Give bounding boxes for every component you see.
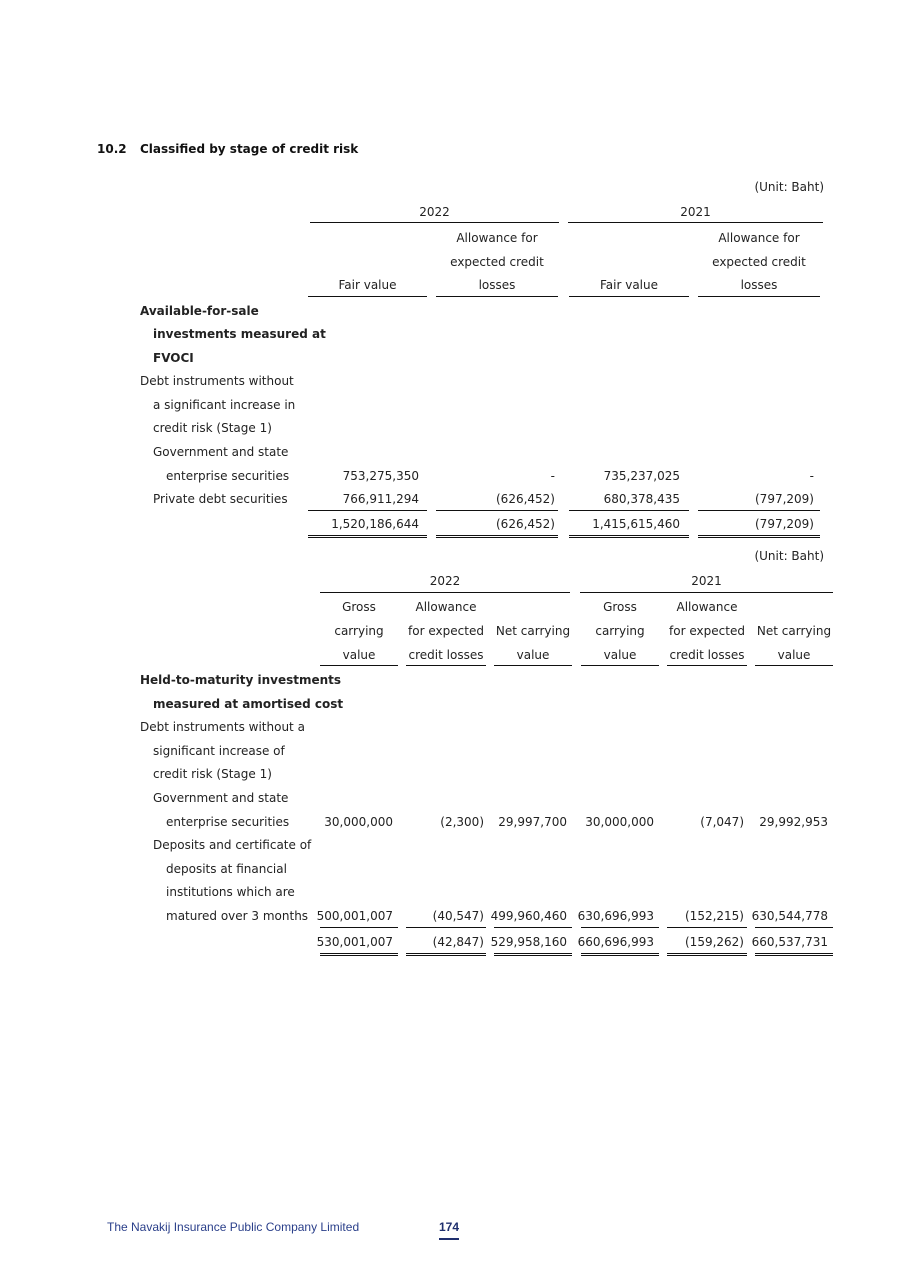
t2-category-l1: Debt instruments without a (140, 720, 305, 734)
t2-gross-header-2021-l1: Gross (603, 600, 637, 614)
t1-fair-value-header-2022: Fair value (338, 278, 397, 292)
t2-header-rule-5 (667, 665, 747, 666)
t1-subtotal-rule-2 (436, 510, 558, 511)
t1-year-2022: 2022 (419, 205, 450, 219)
t1-header-rule-1 (308, 296, 427, 297)
t2-deposits-label-l1: Deposits and certificate of (153, 838, 312, 852)
t1-private-debt-label: Private debt securities (153, 492, 288, 506)
t2-section-title-l2: measured at amortised cost (153, 697, 344, 711)
t1-allowance-header-2021-l3: losses (740, 278, 778, 292)
t1-subtotal-rule-4 (698, 510, 820, 511)
t2-total-rule-b2 (406, 955, 486, 956)
t2-category-l2: significant increase of (153, 744, 285, 758)
t2-gross-header-2022-l2: carrying (334, 624, 384, 638)
t1-header-rule-3 (569, 296, 689, 297)
t1-category-l3: credit risk (Stage 1) (153, 421, 272, 435)
t2-year-2021: 2021 (691, 574, 722, 588)
t2-total-rule-b1 (320, 955, 398, 956)
t2-total-rule-a6 (755, 953, 833, 954)
t2-header-rule-4 (581, 665, 659, 666)
t2-allowance-header-2022-l1: Allowance (415, 600, 477, 614)
t2-total-rule-b4 (581, 955, 659, 956)
t2-gov-net-2022: 29,997,700 (498, 815, 567, 829)
t1-total-fair-value-2021: 1,415,615,460 (592, 517, 680, 531)
t1-gov-allowance-2022: - (550, 469, 555, 483)
t2-net-header-2022-l3: value (516, 648, 550, 662)
t2-deposits-net-2022: 499,960,460 (490, 909, 567, 923)
t1-subtotal-rule-1 (308, 510, 427, 511)
t1-section-title-l2: investments measured at (153, 327, 326, 341)
t2-allowance-header-2021-l3: credit losses (669, 648, 745, 662)
t2-allowance-header-2021-l1: Allowance (676, 600, 738, 614)
t1-total-rule-b4 (698, 537, 820, 538)
t2-total-allowance-2022: (42,847) (432, 935, 484, 949)
t1-subtotal-rule-3 (569, 510, 689, 511)
t2-deposits-label-l3: institutions which are (166, 885, 295, 899)
footer-page-number: 174 (439, 1220, 460, 1234)
t1-total-rule-b1 (308, 537, 427, 538)
footer-company-name: The Navakij Insurance Public Company Limited (107, 1220, 360, 1234)
t2-total-allowance-2021: (159,262) (685, 935, 744, 949)
t2-year-2021-rule (580, 592, 833, 593)
t1-total-allowance-2022: (626,452) (496, 517, 555, 531)
t2-deposits-gross-2022: 500,001,007 (316, 909, 393, 923)
t1-gov-label-l1: Government and state (153, 445, 289, 459)
t1-private-fair-value-2021: 680,378,435 (603, 492, 680, 506)
t1-allowance-header-2021-l1: Allowance for (718, 231, 800, 245)
t1-total-rule-a4 (698, 535, 820, 536)
t1-fair-value-header-2021: Fair value (599, 278, 658, 292)
t2-net-header-2021-l2: Net carrying (756, 624, 832, 638)
t1-header-rule-4 (698, 296, 820, 297)
t2-total-rule-b6 (755, 955, 833, 956)
t2-gov-label-l1: Government and state (153, 791, 289, 805)
t1-total-fair-value-2022: 1,520,186,644 (331, 517, 419, 531)
t2-gov-net-2021: 29,992,953 (759, 815, 828, 829)
t1-total-rule-a1 (308, 535, 427, 536)
unit-label-table1: (Unit: Baht) (754, 180, 824, 194)
section-number: 10.2 (97, 142, 127, 156)
t2-total-gross-2021: 660,696,993 (577, 935, 654, 949)
t1-total-rule-a2 (436, 535, 558, 536)
t2-allowance-header-2022-l2: for expected (408, 624, 484, 638)
t2-total-rule-a1 (320, 953, 398, 954)
t2-deposits-label-l2: deposits at financial (166, 862, 287, 876)
t2-net-header-2022-l2: Net carrying (495, 624, 571, 638)
t1-section-title-l3: FVOCI (153, 351, 194, 365)
t2-total-rule-a5 (667, 953, 747, 954)
t2-total-rule-a3 (494, 953, 572, 954)
t2-header-rule-1 (320, 665, 398, 666)
footer-page-underline (439, 1238, 459, 1240)
t2-allowance-header-2021-l2: for expected (669, 624, 745, 638)
t2-header-rule-6 (755, 665, 833, 666)
t2-subtotal-rule-1 (320, 927, 398, 928)
t2-category-l3: credit risk (Stage 1) (153, 767, 272, 781)
t2-gross-header-2022-l1: Gross (342, 600, 376, 614)
t1-allowance-header-2022-l3: losses (478, 278, 516, 292)
t1-gov-allowance-2021: - (809, 469, 814, 483)
t1-gov-label-l2: enterprise securities (166, 469, 290, 483)
t1-private-allowance-2022: (626,452) (496, 492, 555, 506)
t1-year-2021-rule (568, 222, 823, 223)
t2-gov-allowance-2022: (2,300) (440, 815, 484, 829)
t2-total-rule-b3 (494, 955, 572, 956)
t2-section-title-l1: Held-to-maturity investments (140, 673, 342, 687)
t2-total-gross-2022: 530,001,007 (316, 935, 393, 949)
t2-total-net-2021: 660,537,731 (751, 935, 828, 949)
t2-subtotal-rule-4 (581, 927, 659, 928)
t2-total-rule-b5 (667, 955, 747, 956)
section-title: Classified by stage of credit risk (140, 142, 359, 156)
t2-subtotal-rule-3 (494, 927, 572, 928)
t2-header-rule-3 (494, 665, 572, 666)
t2-gov-allowance-2021: (7,047) (700, 815, 744, 829)
t1-gov-fair-value-2021: 735,237,025 (603, 469, 680, 483)
t1-year-2022-rule (310, 222, 559, 223)
t1-total-rule-a3 (569, 535, 689, 536)
t1-section-title-l1: Available-for-sale (140, 304, 259, 318)
t2-gross-header-2021-l2: carrying (595, 624, 645, 638)
t2-subtotal-rule-6 (755, 927, 833, 928)
t1-header-rule-2 (436, 296, 558, 297)
t2-header-rule-2 (406, 665, 486, 666)
t2-gross-header-2021-l3: value (603, 648, 637, 662)
unit-label-table2: (Unit: Baht) (754, 549, 824, 563)
t2-deposits-allowance-2021: (152,215) (685, 909, 744, 923)
t2-year-2022: 2022 (429, 574, 461, 588)
t2-subtotal-rule-2 (406, 927, 486, 928)
t1-private-allowance-2021: (797,209) (755, 492, 814, 506)
t2-net-header-2021-l3: value (777, 648, 811, 662)
t1-gov-fair-value-2022: 753,275,350 (342, 469, 419, 483)
t2-gross-header-2022-l3: value (342, 648, 376, 662)
t2-year-2022-rule (320, 592, 570, 593)
t2-allowance-header-2022-l3: credit losses (408, 648, 484, 662)
t2-deposits-allowance-2022: (40,547) (432, 909, 484, 923)
t1-category-l2: a significant increase in (153, 398, 296, 412)
t2-deposits-label-l4: matured over 3 months (166, 909, 309, 923)
t2-gov-label-l2: enterprise securities (166, 815, 290, 829)
t2-gov-gross-2022: 30,000,000 (324, 815, 393, 829)
t1-allowance-header-2022-l2: expected credit (450, 255, 544, 269)
t1-category-l1: Debt instruments without (140, 374, 294, 388)
t1-private-fair-value-2022: 766,911,294 (342, 492, 419, 506)
t2-total-rule-a2 (406, 953, 486, 954)
t2-deposits-gross-2021: 630,696,993 (577, 909, 654, 923)
t2-subtotal-rule-5 (667, 927, 747, 928)
t1-total-rule-b3 (569, 537, 689, 538)
t2-total-rule-a4 (581, 953, 659, 954)
t1-total-rule-b2 (436, 537, 558, 538)
t1-total-allowance-2021: (797,209) (755, 517, 814, 531)
t1-allowance-header-2021-l2: expected credit (712, 255, 806, 269)
t2-deposits-net-2021: 630,544,778 (751, 909, 828, 923)
t1-allowance-header-2022-l1: Allowance for (456, 231, 538, 245)
t2-total-net-2022: 529,958,160 (490, 935, 567, 949)
t2-gov-gross-2021: 30,000,000 (585, 815, 654, 829)
t1-year-2021: 2021 (680, 205, 711, 219)
